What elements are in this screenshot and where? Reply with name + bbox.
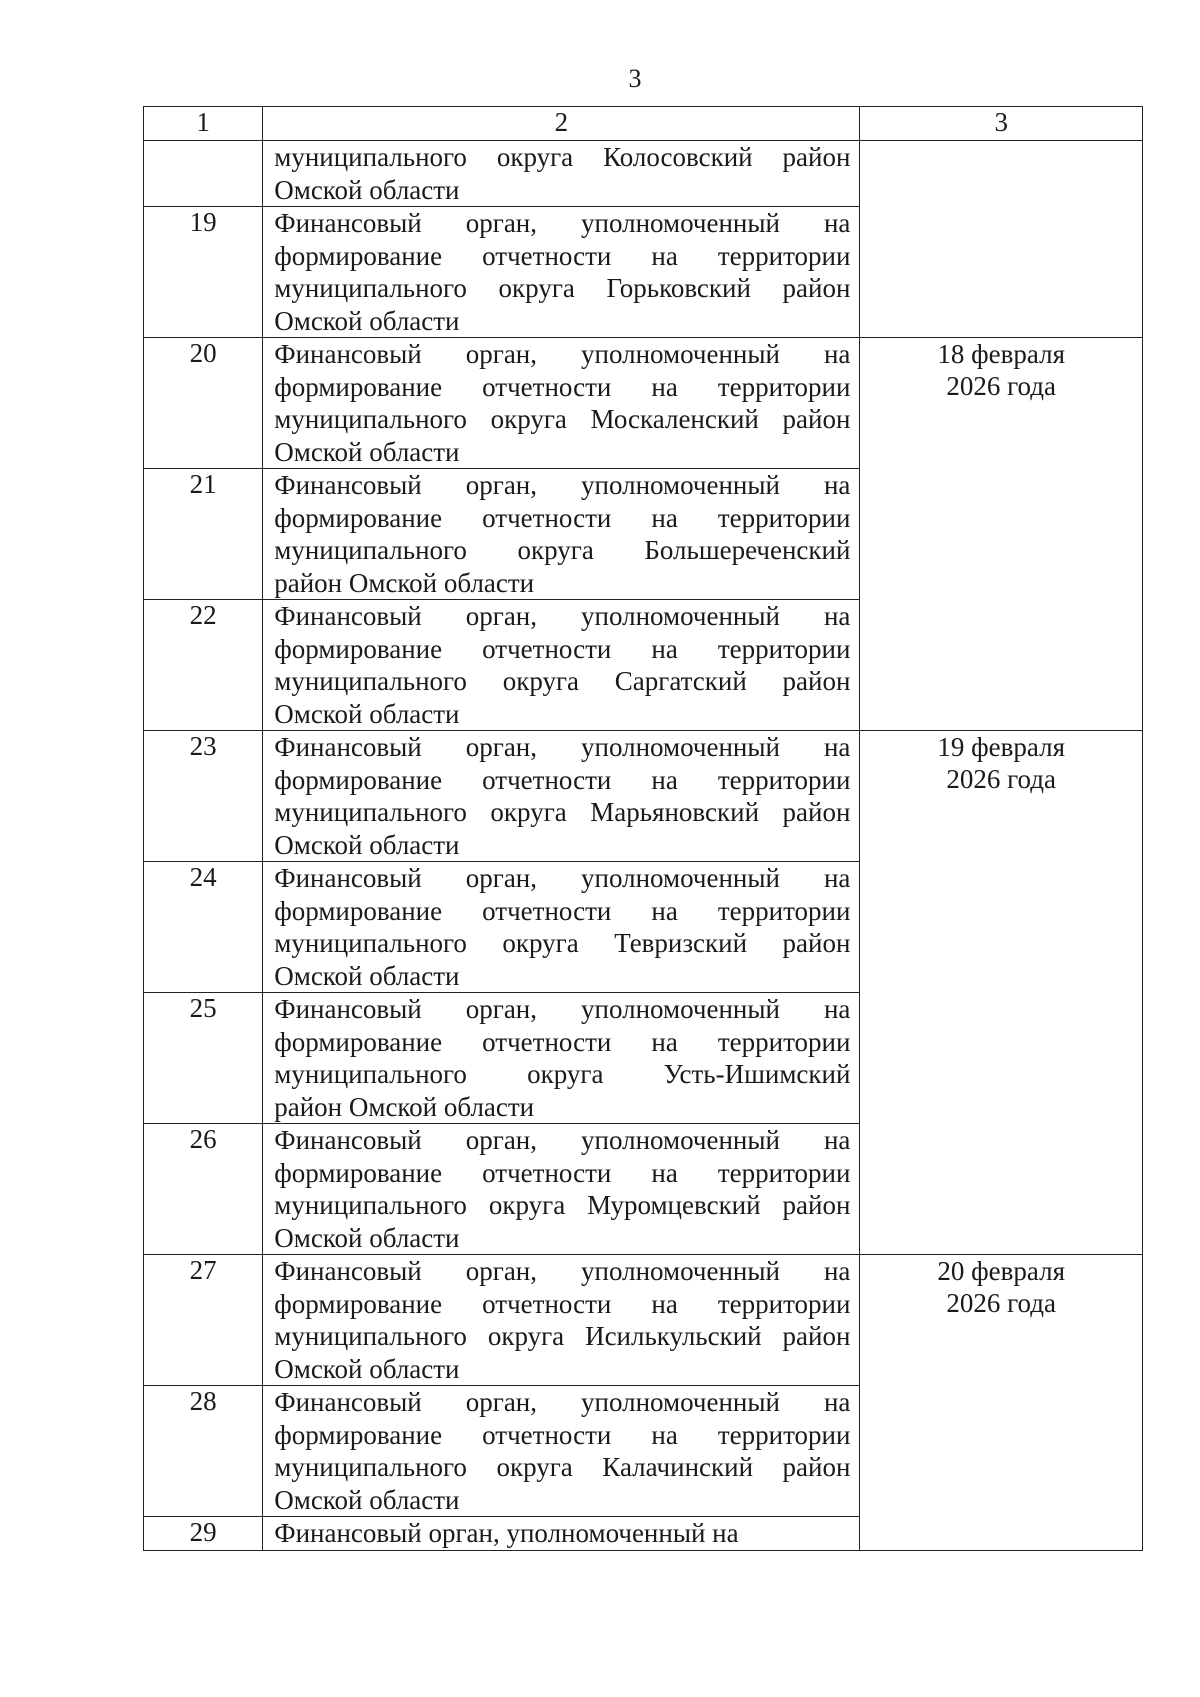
description-cell bbox=[263, 1517, 860, 1551]
description-line: формирование отчетности на территории bbox=[274, 1026, 851, 1057]
description-line: Омской области bbox=[274, 960, 460, 991]
row-number-cell: 20 bbox=[144, 338, 263, 469]
description-line: муниципального округа Колосовский район bbox=[274, 142, 851, 172]
description-line: муниципального округа Марьяновский район bbox=[274, 797, 851, 827]
description-cell bbox=[263, 993, 860, 1124]
description-line: формирование отчетности на территории bbox=[274, 240, 851, 271]
row-number-cell: 24 bbox=[144, 862, 263, 993]
table-row bbox=[144, 731, 1143, 862]
deadline-cell bbox=[860, 141, 1143, 338]
description-cell bbox=[263, 600, 860, 731]
description-cell bbox=[263, 469, 860, 600]
row-number-cell: 22 bbox=[144, 600, 263, 731]
description-line: формирование отчетности на территории bbox=[274, 633, 851, 664]
row-number-cell: 27 bbox=[144, 1255, 263, 1386]
description-cell bbox=[263, 731, 860, 862]
deadline-line: 18 февраля bbox=[937, 339, 1065, 369]
description-line: Омской области bbox=[274, 305, 460, 336]
description-line: муниципального округа Большереченский bbox=[274, 535, 851, 565]
row-number-cell: 29 bbox=[144, 1517, 263, 1551]
deadline-line: 2026 года bbox=[946, 1288, 1057, 1318]
description-line: Омской области bbox=[274, 1353, 460, 1384]
deadline-line: 20 февраля bbox=[937, 1256, 1065, 1286]
header-cell: 1 bbox=[144, 107, 263, 141]
description-line: район Омской области bbox=[274, 567, 535, 598]
description-line: Омской области bbox=[274, 829, 460, 860]
description-cell bbox=[263, 1124, 860, 1255]
row-number-cell: 19 bbox=[144, 207, 263, 338]
description-line: Финансовый орган, уполномоченный на bbox=[274, 1518, 739, 1548]
description-line: Финансовый орган, уполномоченный на bbox=[274, 1125, 851, 1155]
description-line: муниципального округа Муромцевский район bbox=[274, 1190, 851, 1220]
row-number-cell: 23 bbox=[144, 731, 263, 862]
deadline-cell bbox=[860, 731, 1143, 1255]
row-number-cell bbox=[144, 141, 263, 207]
page-number: 3 bbox=[628, 64, 642, 93]
description-line: муниципального округа Горьковский район bbox=[274, 273, 851, 303]
description-line: Финансовый орган, уполномоченный на bbox=[274, 863, 851, 893]
description-line: муниципального округа Саргатский район bbox=[274, 666, 851, 696]
description-cell bbox=[263, 207, 860, 338]
description-cell bbox=[263, 338, 860, 469]
description-line: формирование отчетности на территории bbox=[274, 1157, 851, 1188]
description-line: Финансовый орган, уполномоченный на bbox=[274, 601, 851, 631]
schedule-table bbox=[143, 106, 1143, 1551]
table-row bbox=[144, 141, 1143, 207]
description-line: Финансовый орган, уполномоченный на bbox=[274, 732, 851, 762]
description-cell bbox=[263, 1255, 860, 1386]
deadline-line: 2026 года bbox=[946, 764, 1057, 794]
row-number-cell: 25 bbox=[144, 993, 263, 1124]
description-cell bbox=[263, 862, 860, 993]
header-cell: 3 bbox=[860, 107, 1143, 141]
description-line: формирование отчетности на территории bbox=[274, 895, 851, 926]
description-line: Финансовый орган, уполномоченный на bbox=[274, 208, 851, 238]
description-line: Финансовый орган, уполномоченный на bbox=[274, 994, 851, 1024]
description-line: район Омской области bbox=[274, 1091, 535, 1122]
description-line: Омской области bbox=[274, 1484, 460, 1515]
description-line: муниципального округа Тевризский район bbox=[274, 928, 851, 958]
description-line: муниципального округа Москаленский район bbox=[274, 404, 851, 434]
description-line: Финансовый орган, уполномоченный на bbox=[274, 470, 851, 500]
deadline-cell bbox=[860, 338, 1143, 731]
row-number-cell: 21 bbox=[144, 469, 263, 600]
description-line: муниципального округа Усть-Ишимский bbox=[274, 1059, 851, 1089]
deadline-line: 2026 года bbox=[946, 371, 1057, 401]
description-line: формирование отчетности на территории bbox=[274, 1419, 851, 1450]
description-line: муниципального округа Исилькульский район bbox=[274, 1321, 851, 1351]
description-line: Омской области bbox=[274, 174, 460, 205]
deadline-line: 19 февраля bbox=[937, 732, 1065, 762]
description-cell bbox=[263, 1386, 860, 1517]
description-line: формирование отчетности на территории bbox=[274, 502, 851, 533]
table-header-row bbox=[144, 107, 1143, 141]
description-line: Финансовый орган, уполномоченный на bbox=[274, 1256, 851, 1286]
description-cell bbox=[263, 141, 860, 207]
description-line: Финансовый орган, уполномоченный на bbox=[274, 339, 851, 369]
description-line: формирование отчетности на территории bbox=[274, 1288, 851, 1319]
header-cell: 2 bbox=[263, 107, 860, 141]
table-row bbox=[144, 1255, 1143, 1386]
row-number-cell: 28 bbox=[144, 1386, 263, 1517]
description-line: Омской области bbox=[274, 436, 460, 467]
description-line: формирование отчетности на территории bbox=[274, 371, 851, 402]
description-line: Омской области bbox=[274, 698, 460, 729]
row-number-cell: 26 bbox=[144, 1124, 263, 1255]
description-line: Финансовый орган, уполномоченный на bbox=[274, 1387, 851, 1417]
description-line: формирование отчетности на территории bbox=[274, 764, 851, 795]
description-line: муниципального округа Калачинский район bbox=[274, 1452, 851, 1482]
deadline-cell bbox=[860, 1255, 1143, 1551]
description-line: Омской области bbox=[274, 1222, 460, 1253]
table-row bbox=[144, 338, 1143, 469]
